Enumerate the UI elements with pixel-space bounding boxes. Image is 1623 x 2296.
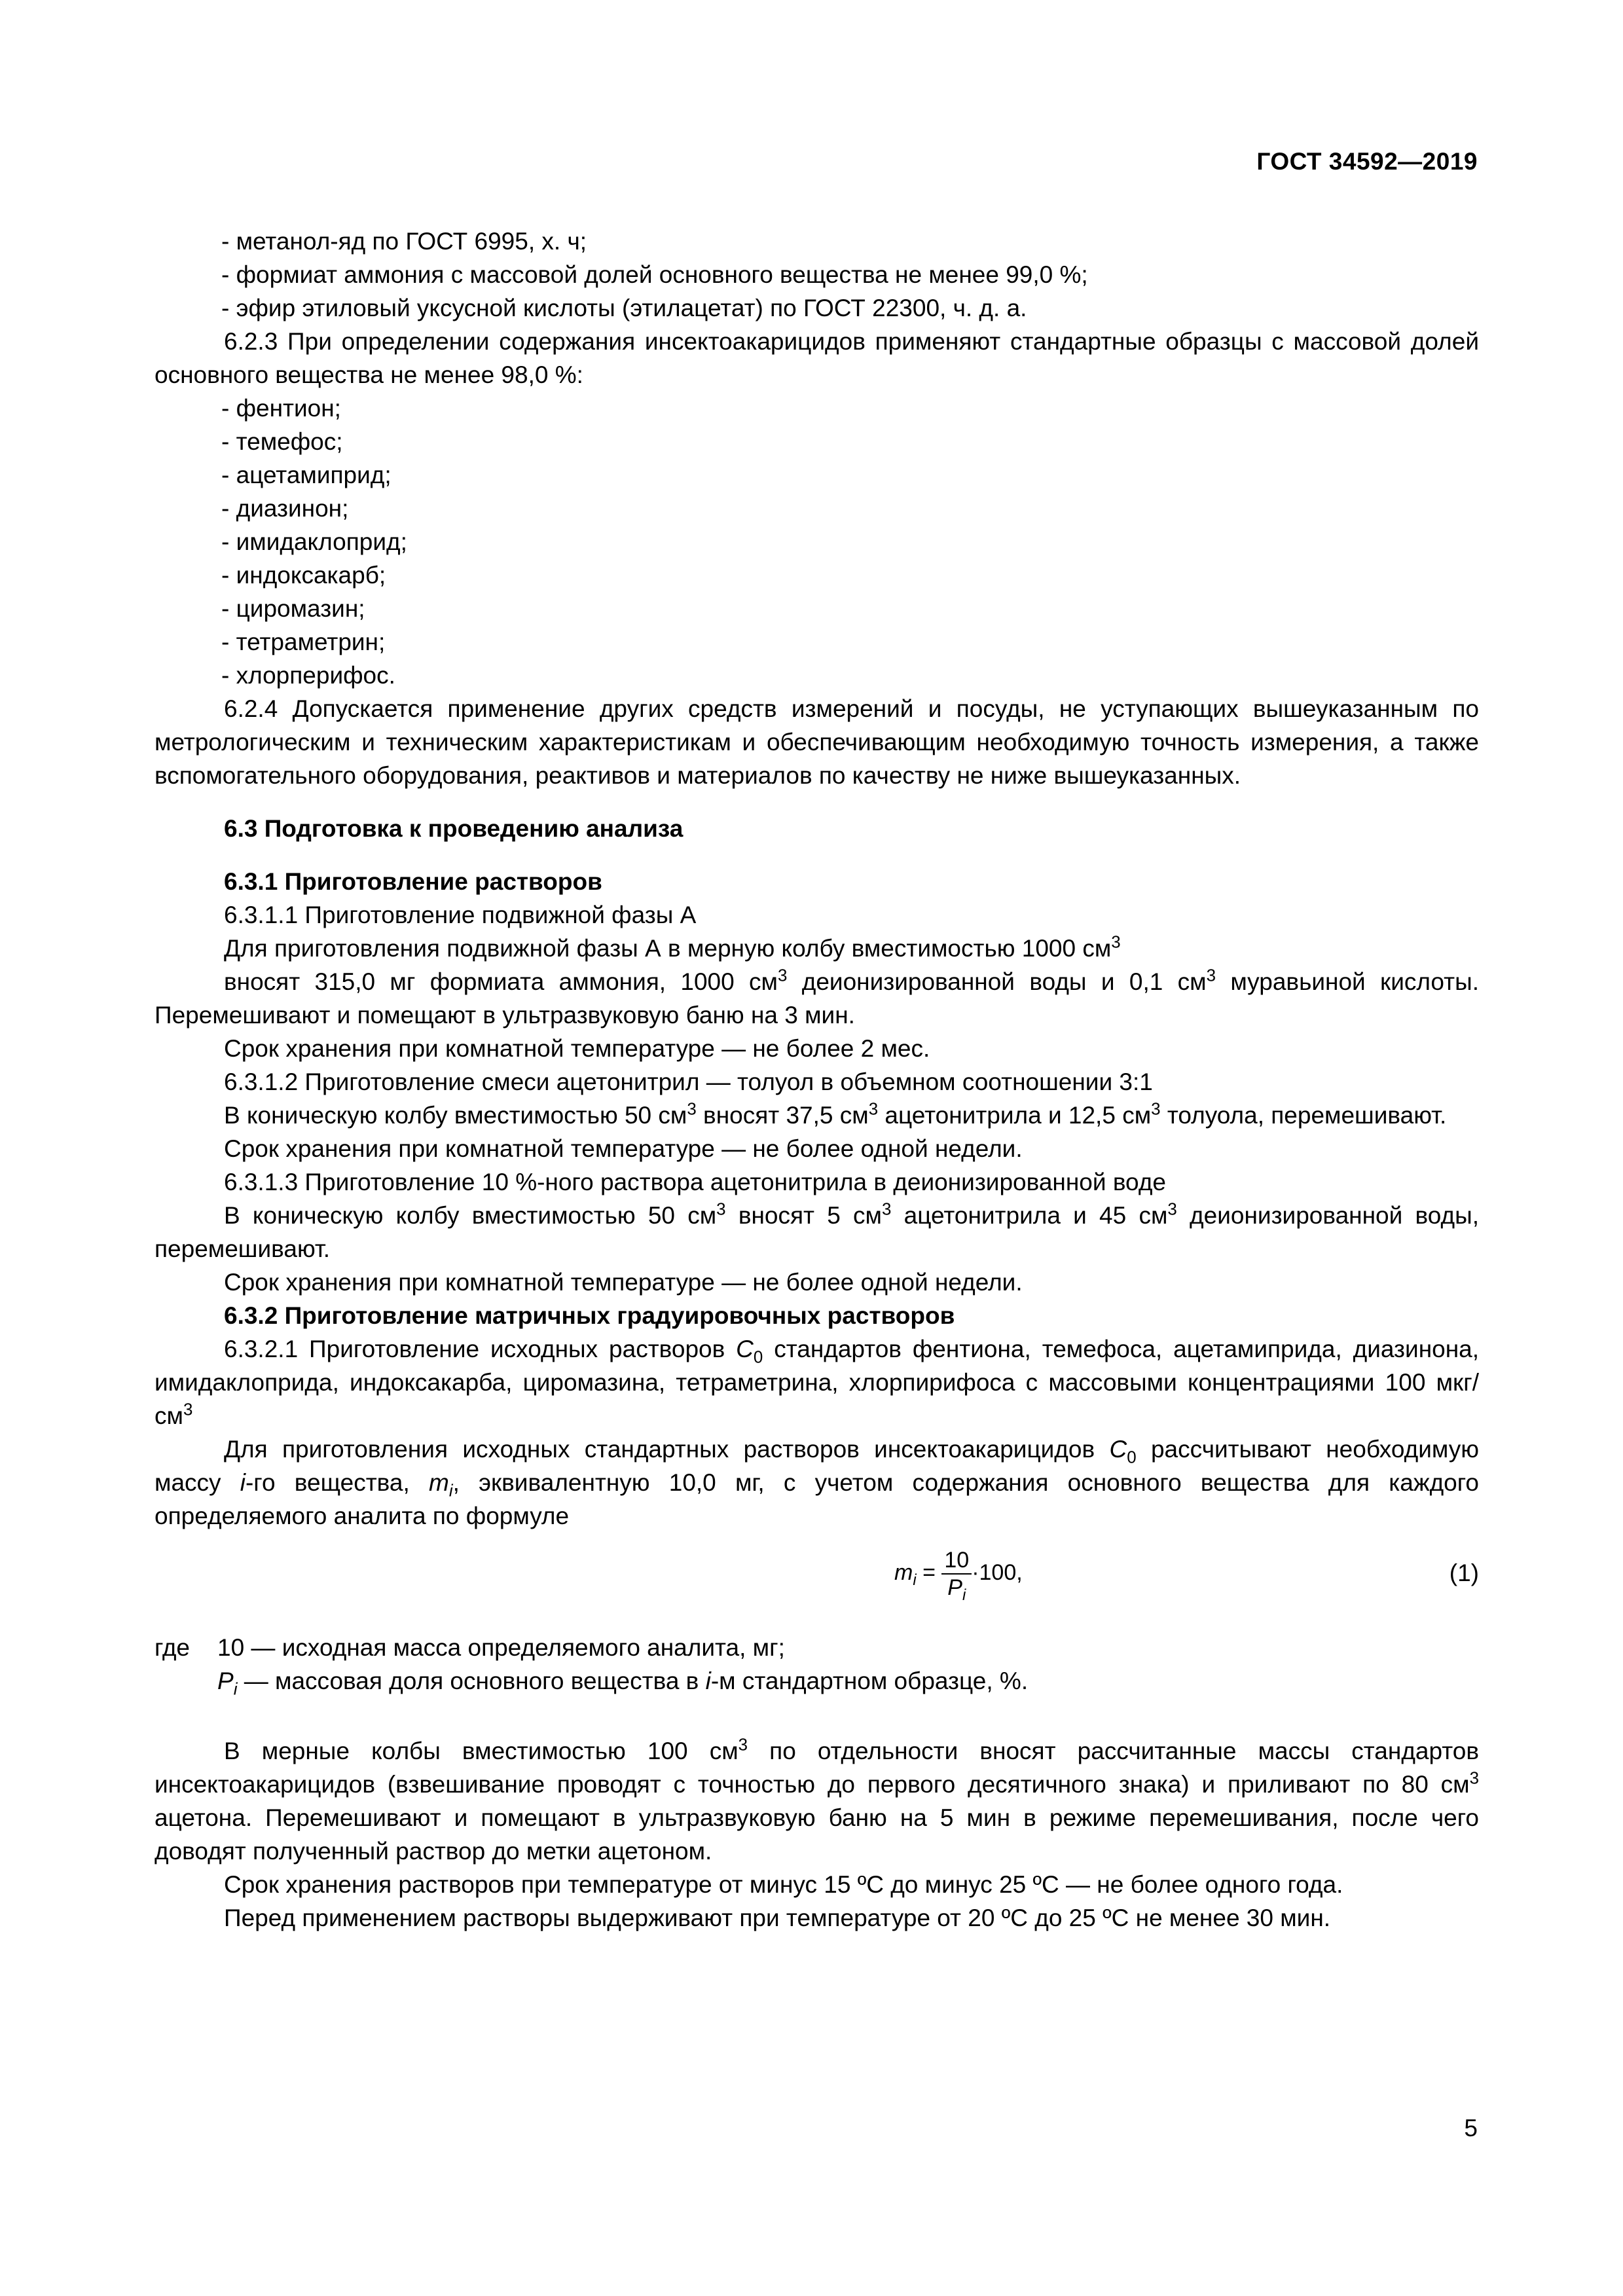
paragraph-6-3-1-3-title: 6.3.1.3 Приготовление 10 %-ного раствора ацетонитрила в деионизированной воде <box>224 1169 1166 1195</box>
paragraph-before-use: Перед применением растворы выдерживают при температуре от 20 ºС до 25 ºС не менее 30 мин. <box>224 1904 1331 1931</box>
list-item: - фентион; <box>221 395 341 422</box>
reagent-list <box>155 225 1479 325</box>
paragraph-flasks: В мерные колбы вместимостью 100 $см^3$ по отдельности вносят рассчитанные массы стандартов инсектоакарицидов (взвешивание проводят с точностью до первого десятичного знака) и приливают по 80 $см^3$ ацетона. Перемешивают и помещают в ультразвуковую баню на 5 мин в режиме перемешивания, после чего доводят полученный раствор до метки ацетоном. <box>155 1736 1480 1865</box>
paragraph-6-3-2-1: 6.3.2.1 Приготовление исходных растворов $C_0$ стандартов фентиона, темефоса, ацетамиприда, диазинона, имидаклоприда, индоксакарба, циромазина, тетраметрина, хлорпирифоса с массовыми концентрациями 100 мкг/$см^3$ <box>155 1336 1479 1429</box>
list-item: - эфир этиловый уксусной кислоты (этилацетат) по ГОСТ 22300, ч. д. а. <box>221 295 1027 321</box>
list-item: - диазинон; <box>221 495 349 522</box>
paragraph-6-3-1-2-a: В коническую колбу вместимостью 50 $см^3$ вносят 37,5 $см^3$ ацетонитрила и 12,5 $см^3$ толуола, перемешивают. <box>224 1100 1447 1129</box>
where-line-1: где 10 — исходная масса определяемого аналита, мг; <box>155 1634 785 1661</box>
paragraph-6-3-1-1-a: Для приготовления подвижной фазы А в мерную колбу вместимостью 1000 $см^3$ <box>224 933 1121 962</box>
paragraph-6-3-1-3-a: В коническую колбу вместимостью 50 $см^3$ вносят 5 $см^3$ ацетонитрила и 45 $см^3$ деионизированной воды, перемешивают. <box>155 1200 1479 1262</box>
formula-fraction: $\frac{10}{P_i}$ <box>941 1547 972 1601</box>
list-item: - ацетамиприд; <box>221 462 392 488</box>
formula-number: (1) <box>1449 1559 1479 1586</box>
section-heading-6-3: 6.3 Подготовка к проведению анализа <box>224 815 684 842</box>
list-item: - циромазин; <box>221 595 365 622</box>
list-item: - темефос; <box>221 428 343 455</box>
paragraph-6-3-1-1-storage: Срок хранения при комнатной температуре — не более 2 мес. <box>224 1035 930 1062</box>
paragraph-6-3-1-1-b: вносят 315,0 мг формиата аммония, 1000 $см^3$ деионизированной воды и 0,1 $см^3$ муравьиной кислоты. Перемешивают и помещают в ультразвуковую баню на 3 мин. <box>155 966 1479 1029</box>
list-item: - формиат аммония с массовой долей основного вещества не менее 99,0 %; <box>221 261 1088 288</box>
document-body <box>155 225 1479 1935</box>
paragraph-6-3-1-3-storage: Срок хранения при комнатной температуре — не более одной недели. <box>224 1269 1023 1296</box>
list-item: - индоксакарб; <box>221 562 386 589</box>
paragraph-storage-year: Срок хранения растворов при температуре от минус 15 ºС до минус 25 ºС — не более одного года. <box>224 1871 1343 1898</box>
paragraph-calculation: Для приготовления исходных стандартных растворов инсектоакарицидов $C_0$ рассчитывают необходимую массу i-го вещества, $m_i$, эквивалентную 10,0 мг, с учетом содержания основного вещества для каждого определяемого аналита по формуле <box>155 1436 1479 1529</box>
paragraph-6-3-1-1-title: 6.3.1.1 Приготовление подвижной фазы А <box>224 902 697 928</box>
formula-1 <box>155 1533 1479 1631</box>
paragraph-6-3-1-2-storage: Срок хранения при комнатной температуре — не более одной недели. <box>224 1135 1023 1162</box>
paragraph-6-2-3: 6.2.3 При определении содержания инсектоакарицидов применяют стандартные образцы с массовой долей основного вещества не менее 98,0 %: <box>155 328 1479 388</box>
paragraph-6-2-4: 6.2.4 Допускается применение других средств измерений и посуды, не уступающих вышеуказанным по метрологическим и техническим характеристикам и обеспечивающим необходимую точность измерения, а также вспомогательного оборудования, реактивов и материалов по качеству не ниже вышеуказанных. <box>155 695 1479 789</box>
list-item: - тетраметрин; <box>221 629 386 655</box>
list-item: - имидаклоприд; <box>221 528 407 555</box>
list-item: - метанол-яд по ГОСТ 6995, х. ч; <box>221 228 587 255</box>
standard-header: ГОСТ 34592—2019 <box>1256 148 1478 175</box>
section-heading-6-3-1: 6.3.1 Приготовление растворов <box>224 868 602 895</box>
paragraph-6-3-1-2-title: 6.3.1.2 Приготовление смеси ацетонитрил — толуол в объемном соотношении 3:1 <box>224 1068 1153 1095</box>
section-heading-6-3-2: 6.3.2 Приготовление матричных градуировочных растворов <box>224 1302 955 1329</box>
standard-sample-list <box>155 392 1479 692</box>
where-line-2: $P_i$ — массовая доля основного вещества в i-м стандартном образце, %. <box>217 1667 1029 1699</box>
list-item: - хлорперифос. <box>221 662 395 689</box>
formula-expression: $m_i$ = $\frac{10}{P_i}$ ·100, <box>894 1548 1023 1604</box>
page-number: 5 <box>1464 2115 1478 2141</box>
